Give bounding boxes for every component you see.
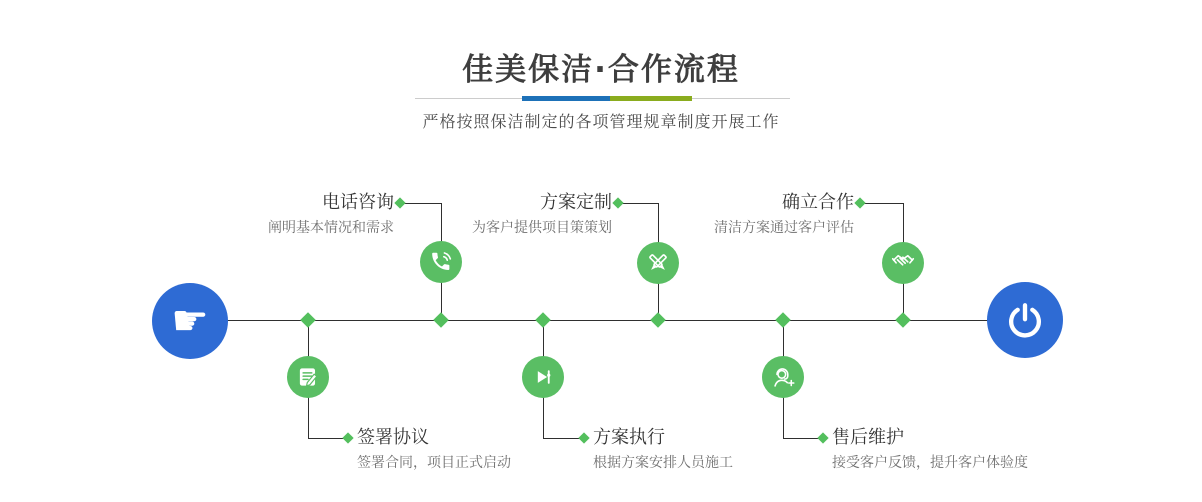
headset-person-icon <box>770 364 797 391</box>
crossed-pencils-icon <box>645 250 671 276</box>
step-establish-cooperation <box>714 193 854 236</box>
step-description: 接受客户反馈，提升客户体验度 <box>832 455 1028 471</box>
step-description: 阐明基本情况和需求 <box>268 220 394 236</box>
connector <box>622 203 658 204</box>
step-icon-circle-cooperation <box>882 242 924 284</box>
timeline-node-diamond <box>895 312 911 328</box>
step-title: 方案定制 <box>540 192 612 213</box>
phone-icon <box>428 249 454 275</box>
step-icon-circle-sign <box>287 356 329 398</box>
step-plan-execute <box>593 428 733 471</box>
step-description: 签署合同，项目正式启动 <box>357 455 511 471</box>
handshake-icon <box>889 249 917 277</box>
step-icon-circle-execute <box>522 356 564 398</box>
flow-end-node <box>987 282 1063 358</box>
connector <box>308 438 344 439</box>
flow-start-node <box>152 283 228 359</box>
step-title: 确立合作 <box>782 192 854 213</box>
connector <box>543 438 580 439</box>
label-diamond <box>817 432 828 443</box>
step-title: 售后维护 <box>832 427 904 448</box>
pointing-hand-icon: ☛ <box>171 296 209 345</box>
timeline-node-diamond <box>433 312 449 328</box>
label-diamond <box>394 197 405 208</box>
connector <box>864 203 903 204</box>
step-plan-custom <box>472 193 612 236</box>
title-divider-olive-segment <box>610 96 692 101</box>
step-phone-consult <box>268 193 394 236</box>
step-icon-circle-phone <box>420 241 462 283</box>
timeline-node-diamond <box>650 312 666 328</box>
timeline-node-diamond <box>535 312 551 328</box>
step-description: 为客户提供项目策策划 <box>472 220 612 236</box>
sign-document-icon <box>295 364 321 390</box>
power-icon <box>1005 300 1045 340</box>
page-subtitle: 严格按照保洁制定的各项管理规章制度开展工作 <box>422 112 780 131</box>
connector <box>783 438 819 439</box>
step-title: 电话咨询 <box>322 192 394 213</box>
step-title: 签署协议 <box>357 427 429 448</box>
step-title: 方案执行 <box>593 427 665 448</box>
label-diamond <box>578 432 589 443</box>
step-description: 清洁方案通过客户评估 <box>714 220 854 236</box>
step-aftersales-maintenance <box>832 428 1028 471</box>
page-title: 佳美保洁·合作流程 <box>462 52 740 88</box>
timeline-node-diamond <box>300 312 316 328</box>
label-diamond <box>854 197 865 208</box>
title-divider-blue-segment <box>522 96 610 101</box>
step-sign-agreement <box>357 428 511 471</box>
play-icon <box>530 364 556 390</box>
step-icon-circle-aftersales <box>762 356 804 398</box>
step-description: 根据方案安排人员施工 <box>593 455 733 471</box>
label-diamond <box>612 197 623 208</box>
label-diamond <box>342 432 353 443</box>
connector <box>404 203 441 204</box>
timeline-node-diamond <box>775 312 791 328</box>
step-icon-circle-plan <box>637 242 679 284</box>
